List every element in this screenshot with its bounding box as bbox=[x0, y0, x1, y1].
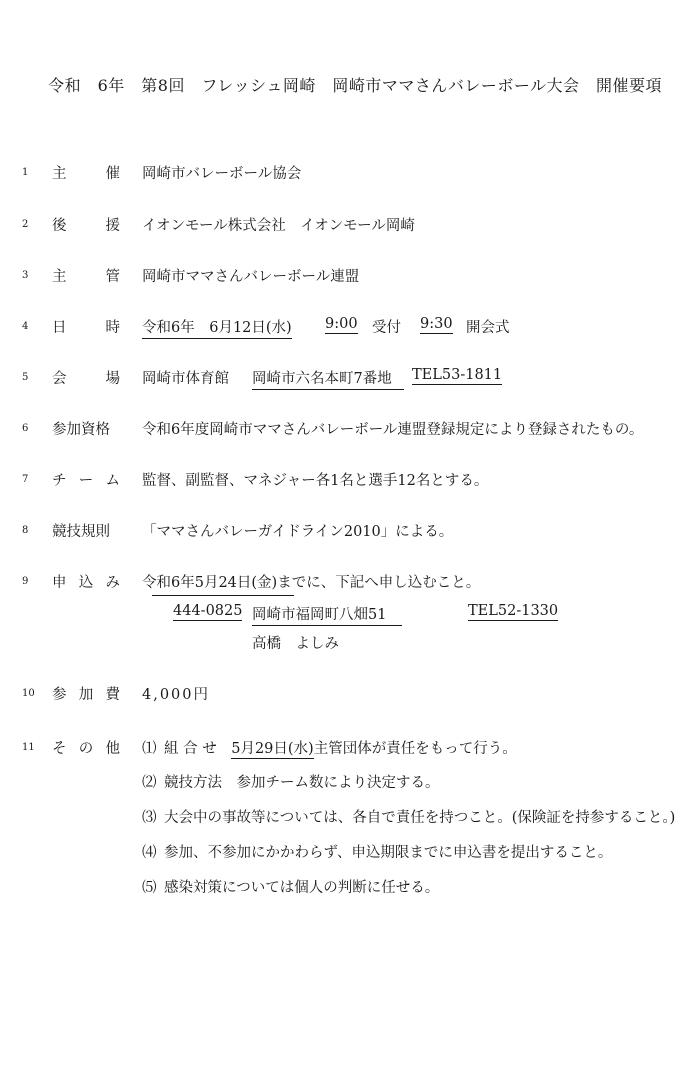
item-label: 申 込 み bbox=[52, 575, 120, 591]
item-number: 6 bbox=[22, 423, 29, 434]
item-other bbox=[0, 737, 700, 761]
application-contact-row bbox=[0, 632, 700, 656]
item-number: 10 bbox=[22, 688, 35, 699]
item-label: 日 時 bbox=[52, 320, 120, 336]
item-number: 11 bbox=[22, 742, 35, 753]
item-label: 主 管 bbox=[52, 269, 120, 285]
note-5-row bbox=[0, 876, 700, 900]
postal-code: 444-0825 bbox=[173, 603, 243, 619]
item-label: 競技規則 bbox=[52, 524, 110, 540]
item-label: そ の 他 bbox=[52, 741, 120, 757]
item-value: 監督、副監督、マネジャー各1名と選手12名とする。 bbox=[142, 473, 489, 489]
event-date: 令和6年 6月12日(水) bbox=[142, 316, 292, 339]
venue-tel: TEL53-1811 bbox=[412, 367, 503, 383]
item-eligibility bbox=[0, 418, 700, 442]
venue-address: 岡崎市六名本町7番地 bbox=[252, 367, 404, 390]
item-number: 3 bbox=[22, 270, 29, 281]
application-tel: TEL52-1330 bbox=[468, 603, 559, 619]
opening-time: 9:30 bbox=[420, 316, 453, 332]
item-number: 2 bbox=[22, 219, 29, 230]
note-3: ⑶ 大会中の事故等については、各自で責任を持つこと。(保険証を持参すること。) bbox=[142, 810, 676, 826]
deadline-underline bbox=[152, 595, 294, 596]
item-label: 参 加 費 bbox=[52, 687, 120, 703]
item-fee bbox=[0, 683, 700, 707]
item-rules bbox=[0, 520, 700, 544]
item-label: 後 援 bbox=[52, 218, 120, 234]
item-management bbox=[0, 265, 700, 289]
pairing-date: 5月29日(水) bbox=[231, 741, 314, 757]
note-3-row bbox=[0, 806, 700, 830]
note-2: ⑵ 競技方法 参加チーム数により決定する。 bbox=[142, 775, 440, 791]
item-number: 1 bbox=[22, 167, 29, 178]
application-address-row bbox=[0, 603, 700, 627]
item-value: 4,000円 bbox=[142, 687, 211, 703]
item-number: 5 bbox=[22, 372, 29, 383]
item-label: 会 場 bbox=[52, 371, 120, 387]
reception-time: 9:00 bbox=[325, 316, 358, 332]
item-team bbox=[0, 469, 700, 493]
item-value: 岡崎市ママさんバレーボール連盟 bbox=[142, 269, 360, 285]
note-4: ⑷ 参加、不参加にかかわらず、申込期限までに申込書を提出すること。 bbox=[142, 845, 613, 861]
venue-name: 岡崎市体育館 bbox=[142, 371, 229, 387]
note-2-row bbox=[0, 771, 700, 795]
document-title: 令和 6年 第8回 フレッシュ岡崎 岡崎市ママさんバレーボール大会 開催要項 bbox=[48, 76, 662, 95]
item-label: 参加資格 bbox=[52, 422, 110, 438]
item-number: 4 bbox=[22, 321, 29, 332]
item-support bbox=[0, 214, 700, 238]
item-number: 7 bbox=[22, 474, 29, 485]
item-application bbox=[0, 571, 700, 595]
item-number: 9 bbox=[22, 576, 29, 587]
item-value: 令和6年5月24日(金)までに、下記へ申し込むこと。 bbox=[142, 575, 481, 591]
item-venue bbox=[0, 367, 700, 391]
item-value: 岡崎市バレーボール協会 bbox=[142, 166, 302, 182]
note-5: ⑸ 感染対策については個人の判断に任せる。 bbox=[142, 880, 440, 896]
item-label: 主 催 bbox=[52, 166, 120, 182]
item-value: 「ママさんバレーガイドライン2010」による。 bbox=[142, 524, 454, 540]
contact-name: 高橋 よしみ bbox=[252, 636, 339, 652]
reception-label: 受付 bbox=[372, 320, 401, 336]
item-value: 令和6年度岡崎市ママさんバレーボール連盟登録規定により登録されたもの。 bbox=[142, 422, 644, 438]
note-4-row bbox=[0, 841, 700, 865]
opening-label: 開会式 bbox=[466, 320, 510, 336]
item-value: イオンモール株式会社 イオンモール岡崎 bbox=[142, 218, 415, 234]
item-organizer bbox=[0, 162, 700, 186]
item-label: チ ー ム bbox=[52, 473, 120, 489]
note-1: ⑴ 組 合 せ 5月29日(水)主管団体が責任をもって行う。 bbox=[142, 741, 517, 757]
item-datetime bbox=[0, 316, 700, 340]
application-address: 岡崎市福岡町八畑51 bbox=[252, 603, 402, 626]
item-number: 8 bbox=[22, 525, 29, 536]
